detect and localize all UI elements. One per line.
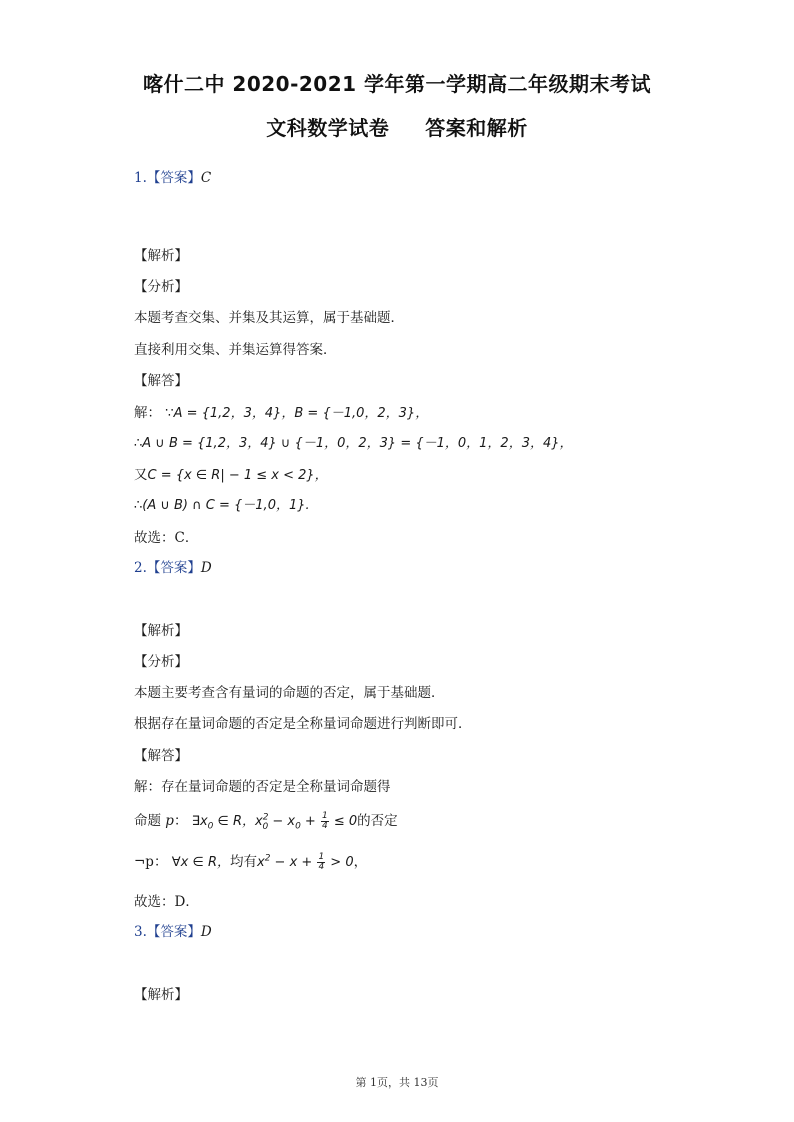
q2-conclusion: 故选：D． bbox=[134, 894, 199, 910]
q1-conclusion: 故选：C． bbox=[134, 530, 199, 546]
q1-step4 bbox=[134, 494, 310, 513]
q2-step3-formula: $x^2 - x$ + $\frac{1}{4}$ > 0 bbox=[256, 852, 354, 872]
q1-step3-math: C = {x ∈ R| − 1 ≤ x < 2}， bbox=[147, 468, 328, 483]
q1-step2 bbox=[134, 432, 573, 451]
q1-step1-math: ∵A = {1,2，3，4}，B = {－1,0，2，3}， bbox=[165, 406, 429, 421]
q2-step2-colon: ： bbox=[173, 813, 188, 829]
q3-answer-line bbox=[134, 920, 212, 940]
q1-fenxi-heading: 【分析】 bbox=[134, 279, 188, 295]
q2-step2 bbox=[134, 809, 398, 832]
q2-step3 bbox=[134, 850, 367, 872]
q2-fenxi-text1: 本题主要考查含有量词的命题的否定，属于基础题． bbox=[134, 685, 445, 701]
subtitle-answers: 答案和解析 bbox=[425, 116, 528, 140]
q1-step3 bbox=[134, 463, 328, 483]
q1-fenxi-text1: 本题考查交集、并集及其运算，属于基础题． bbox=[134, 310, 404, 326]
q2-jiexi-heading: 【解析】 bbox=[134, 623, 188, 639]
q1-number: 1. bbox=[134, 170, 147, 186]
q3-answer-label: 【答案】 bbox=[146, 924, 201, 940]
q2-number: 2. bbox=[134, 560, 147, 576]
q2-fenxi-text2: 根据存在量词命题的否定是全称量词命题进行判断即可． bbox=[134, 716, 472, 732]
q2-step2-formula: $\exists x_0$ ∈ R，$x^2_0 - x_0$ + $\frac{1}{4}$ ≤ 0 bbox=[191, 811, 358, 832]
q2-step3-suffix: ， bbox=[353, 854, 368, 870]
fraction-one-quarter: $\frac{1}{4}$ bbox=[318, 852, 325, 872]
q2-step1: 解：存在量词命题的否定是全称量词命题得 bbox=[134, 779, 391, 795]
q1-answer: C bbox=[200, 170, 212, 186]
page-footer: 第 1页，共 13页 bbox=[355, 1076, 439, 1089]
q2-step3-mid: 均有 bbox=[229, 854, 257, 870]
q1-step1 bbox=[134, 401, 428, 421]
q2-step2-prefix: 命题 bbox=[134, 813, 161, 829]
subtitle-exam: 文科数学试卷 bbox=[266, 116, 390, 140]
q1-jieda-heading: 【解答】 bbox=[134, 373, 188, 389]
q2-step2-p: p bbox=[165, 813, 174, 829]
q3-number: 3. bbox=[134, 924, 147, 940]
q2-jieda-heading: 【解答】 bbox=[134, 748, 188, 764]
q2-answer-line bbox=[134, 556, 212, 576]
q2-step3-prefix: ¬p： bbox=[134, 854, 168, 870]
q3-jiexi-heading: 【解析】 bbox=[134, 987, 188, 1003]
q1-answer-line bbox=[134, 166, 211, 186]
q1-fenxi-text2: 直接利用交集、并集运算得答案． bbox=[134, 342, 337, 358]
fraction-one-quarter: $\frac{1}{4}$ bbox=[321, 811, 328, 831]
document-title: 喀什二中 2020-2021 学年第一学期高二年级期末考试 bbox=[142, 72, 652, 96]
q1-step1-prefix: 解： bbox=[134, 405, 161, 421]
q2-answer: D bbox=[200, 560, 212, 576]
document-subtitle bbox=[0, 112, 794, 141]
q1-step4-math: ∴(A ∪ B) ∩ C = {－1,0，1}. bbox=[134, 498, 310, 513]
q2-answer-label: 【答案】 bbox=[146, 560, 201, 576]
q1-step3-prefix: 又 bbox=[134, 467, 148, 483]
q3-answer: D bbox=[200, 924, 212, 940]
q1-answer-label: 【答案】 bbox=[146, 170, 201, 186]
q2-fenxi-heading: 【分析】 bbox=[134, 654, 188, 670]
q1-step2-math: ∴A ∪ B = {1,2，3，4} ∪ {－1，0，2，3} = {－1，0，1，2，3，4}， bbox=[134, 436, 573, 451]
q2-step2-suffix: 的否定 bbox=[357, 813, 398, 829]
q1-jiexi-heading: 【解析】 bbox=[134, 248, 188, 264]
q2-step3-math-a: ∀x ∈ R， bbox=[171, 855, 230, 870]
